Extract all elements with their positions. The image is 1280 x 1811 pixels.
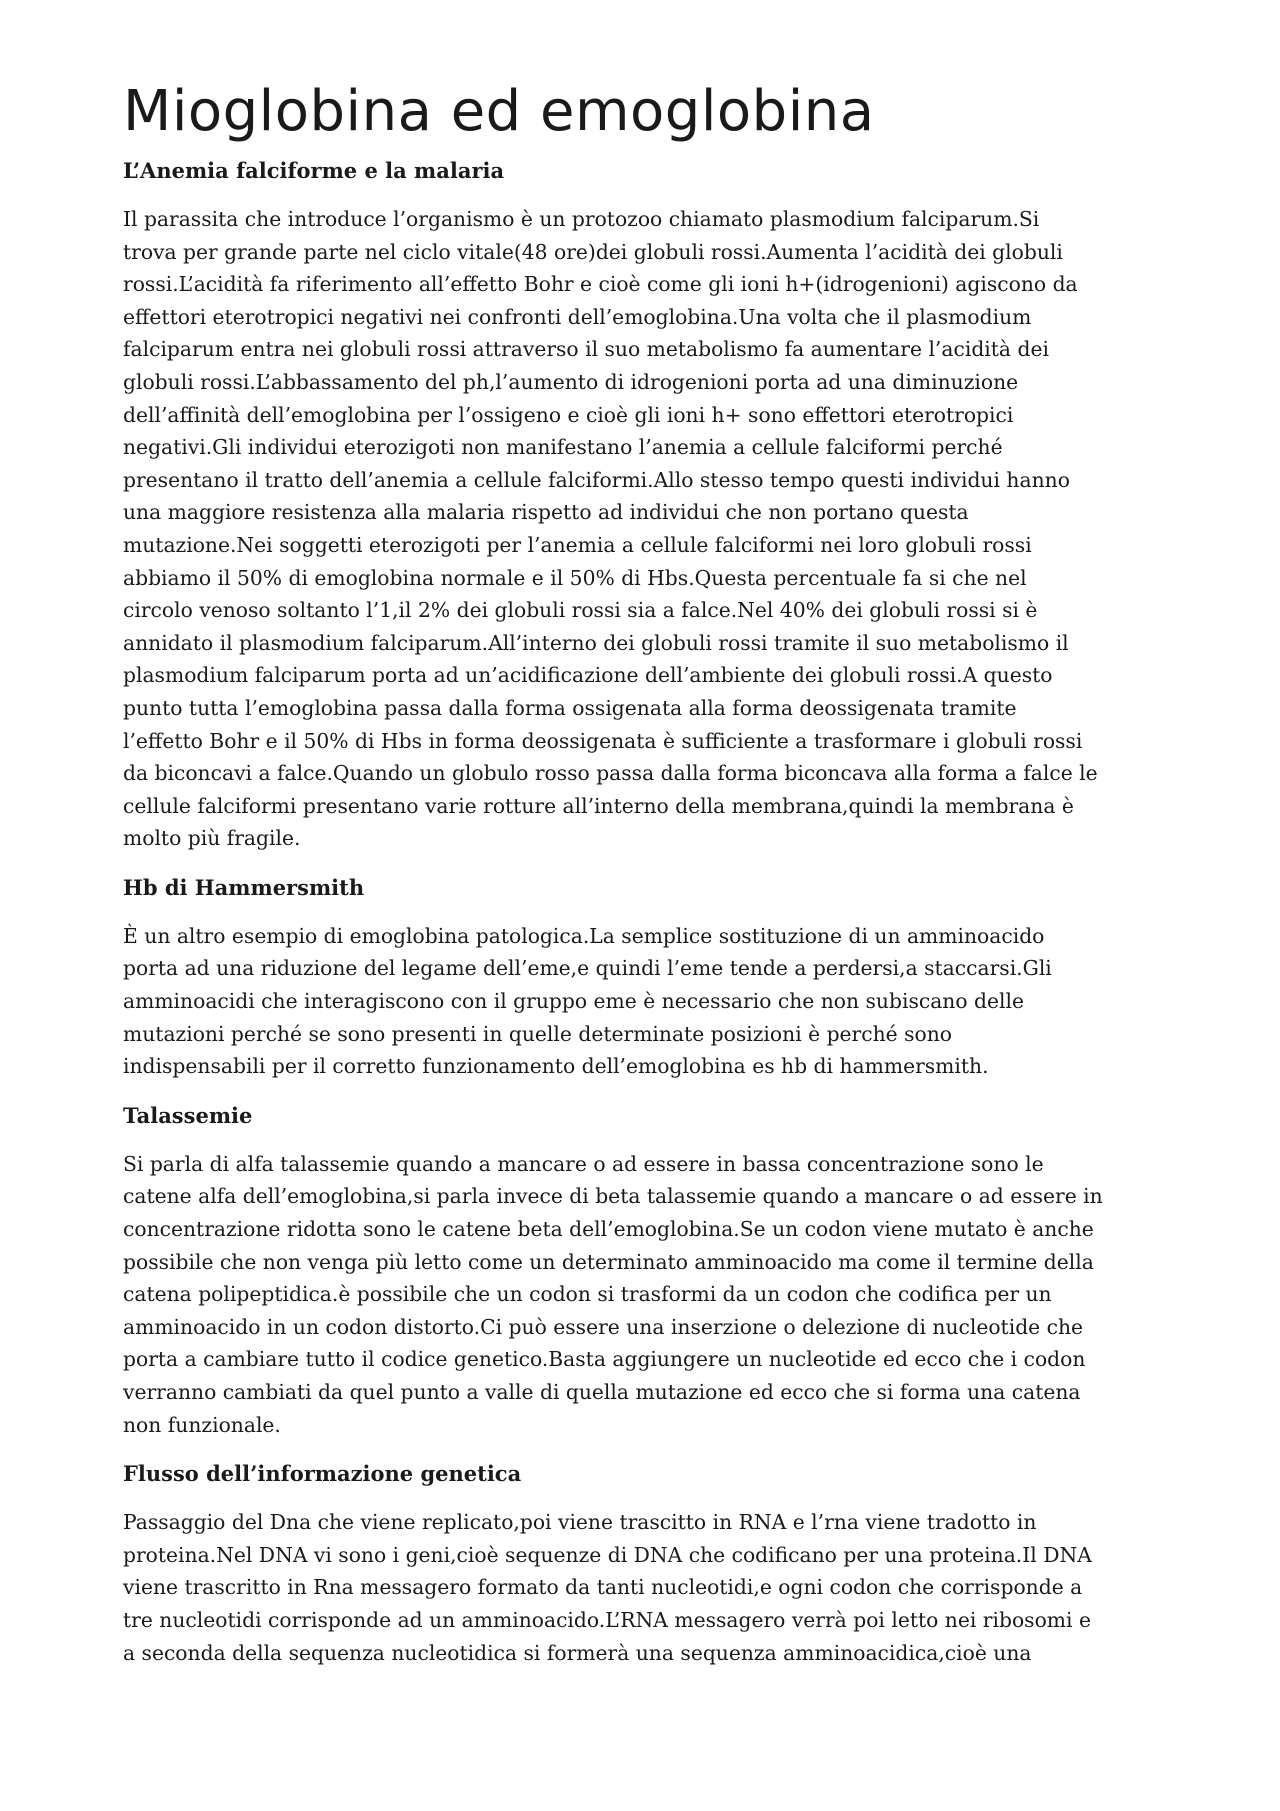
document-title: Mioglobina ed emoglobina bbox=[123, 79, 875, 144]
section-body-hammersmith: È un altro esempio di emoglobina patologica.La semplice sostituzione di un amminoacido porta ad una riduzione del legame dell’eme,e quindi l’eme tende a perdersi,a staccarsi.Gli amminoacidi che interagiscono con il gruppo eme è necessario che non subiscano delle mutazioni perché se sono presenti in quelle determinate posizioni è perché sono indispensabili per il corretto funzionamento dell’emoglobina es hb di hammersmith. bbox=[123, 923, 1052, 1079]
section-body-anemia: Il parassita che introduce l’organismo è un protozoo chiamato plasmodium falciparum.Si trova per grande parte nel ciclo vitale(48 ore)dei globuli rossi.Aumenta l’acidità dei globuli rossi.L’acidità fa riferimento all’effetto Bohr e cioè come gli ioni h+(idrogenioni) agiscono da effettori eterotropici negativi nei confronti dell’emoglobina.Una volta che il plasmodium falciparum entra nei globuli rossi attraverso il suo metabolismo fa aumentare l’acidità dei globuli rossi.L’abbassamento del ph,l’aumento di idrogenioni porta ad una diminuzione dell’affinità dell’emoglobina per l’ossigeno e cioè gli ioni h+ sono effettori eterotropici negativi.Gli individui eterozigoti non manifestano l’anemia a cellule falciformi perché presentano il tratto dell’anemia a cellule falciformi.Allo stesso tempo questi individui hanno una maggiore resistenza alla malaria rispetto ad individui che non portano questa mutazione.Nei soggetti eterozigoti per l’anemia a cellule falciformi nei loro globuli rossi abbiamo il 50% di emoglobina normale e il 50% di Hbs.Questa percentuale fa si che nel circolo venoso soltanto l’1,il 2% dei globuli rossi sia a falce.Nel 40% dei globuli rossi si è annidato il plasmodium falciparum.All’interno dei globuli rossi tramite il suo metabolismo il plasmodium falciparum porta ad un’acidificazione dell’ambiente dei globuli rossi.A questo punto tutta l’emoglobina passa dalla forma ossigenata alla forma deossigenata tramite l’effetto Bohr e il 50% di Hbs in forma deossigenata è sufficiente a trasformare i globuli rossi da biconcavi a falce.Quando un globulo rosso passa dalla forma biconcava alla forma a falce le cellule falciformi presentano varie rotture all’interno della membrana,quindi la membrana è molto più fragile. bbox=[123, 207, 1098, 851]
document-page bbox=[123, 72, 1173, 1669]
section-body-flusso: Passaggio del Dna che viene replicato,poi viene trascitto in RNA e l’rna viene tradotto in proteina.Nel DNA vi sono i geni,cioè sequenze di DNA che codificano per una proteina.Il DNA viene trascritto in Rna messagero formato da tanti nucleotidi,e ogni codon che corrisponde a tre nucleotidi corrisponde ad un amminoacido.L’RNA messagero verrà poi letto nei ribosomi e a seconda della sequenza nucleotidica si formerà una sequenza amminoacidica,cioè una bbox=[123, 1510, 1092, 1665]
section-heading-hammersmith: Hb di Hammersmith bbox=[123, 874, 365, 900]
section-heading-flusso: Flusso dell’informazione genetica bbox=[123, 1461, 522, 1487]
section-heading-anemia: L’Anemia falciforme e la malaria bbox=[123, 158, 505, 183]
section-heading-talassemie: Talassemie bbox=[123, 1102, 253, 1128]
section-body-talassemie: Si parla di alfa talassemie quando a mancare o ad essere in bassa concentrazione sono le catene alfa dell’emoglobina,si parla invece di beta talassemie quando a mancare o ad essere in concentrazione ridotta sono le catene beta dell’emoglobina.Se un codon viene mutato è anche possibile che non venga più letto come un determinato amminoacido ma come il termine della catena polipeptidica.è possibile che un codon si trasformi da un codon che codifica per un amminoacido in un codon distorto.Ci può essere una inserzione o delezione di nucleotide che porta a cambiare tutto il codice genetico.Basta aggiungere un nucleotide ed ecco che i codon verranno cambiati da quel punto a valle di quella mutazione ed ecco che si forma una catena non funzionale. bbox=[123, 1151, 1103, 1437]
